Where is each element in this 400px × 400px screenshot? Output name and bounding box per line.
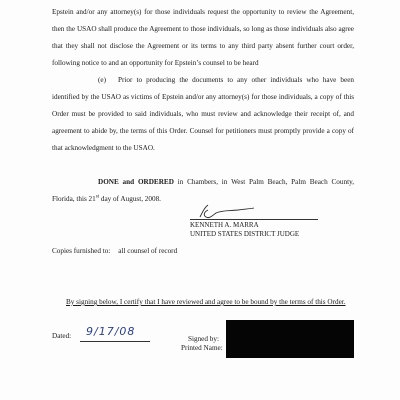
dated-label: Dated: bbox=[52, 332, 72, 340]
order-date-suffix: st bbox=[95, 194, 100, 200]
order-date-post: day of August, 2008. bbox=[99, 195, 161, 203]
judge-block bbox=[190, 221, 299, 239]
order-paragraph-continuation bbox=[52, 4, 354, 72]
judge-signature-line bbox=[190, 219, 318, 220]
done-and-ordered-heading: DONE and ORDERED bbox=[98, 178, 174, 186]
order-paragraph-text: Prior to producing the documents to any other individuals who have been identified by the USAO as victims of Epstein and/or any attorney(s) for those individuals, a copy of this Order must be provided to said individuals, who must review and acknowledge their receipt of, and agreement to abide by, the terms of this Order. Counsel for petitioners must promptly provide a copy of that acknowledgment to the USAO. bbox=[52, 76, 354, 152]
signed-by-label: Signed by: bbox=[188, 335, 219, 343]
copies-furnished bbox=[52, 246, 177, 256]
order-date-pre: this 21 bbox=[76, 195, 96, 203]
copies-label: Copies furnished to: bbox=[52, 247, 111, 255]
certification-statement: By signing below, I certify that I have reviewed and agree to be bound by the terms of this Order. bbox=[66, 298, 346, 306]
printed-name-label: Printed Name: bbox=[181, 344, 223, 352]
dated-handwritten-value: 9/17/08 bbox=[86, 325, 136, 338]
order-paragraph-e bbox=[52, 72, 354, 157]
paragraph-marker: (e) bbox=[98, 76, 106, 84]
redaction-box bbox=[226, 320, 354, 358]
judge-title: UNITED STATES DISTRICT JUDGE bbox=[190, 230, 300, 238]
copies-value: all counsel of record bbox=[118, 247, 178, 255]
dated-line bbox=[80, 341, 150, 342]
order-paragraph-text: Epstein and/or any attorney(s) for those individuals request the opportunity to review the Agreement, then the USAO shall produce the Agreement to those individuals, so long as those individuals also agree that they shall not disclose the Agreement or its terms to any third party absent further court order, following notice to and an opportunity for Epstein’s counsel to be heard bbox=[52, 8, 354, 67]
judge-name: KENNETH A. MARRA bbox=[190, 221, 259, 229]
chambers-location-text: in Chambers, in West Palm Beach, Palm Beach County, Florida, bbox=[52, 178, 354, 203]
